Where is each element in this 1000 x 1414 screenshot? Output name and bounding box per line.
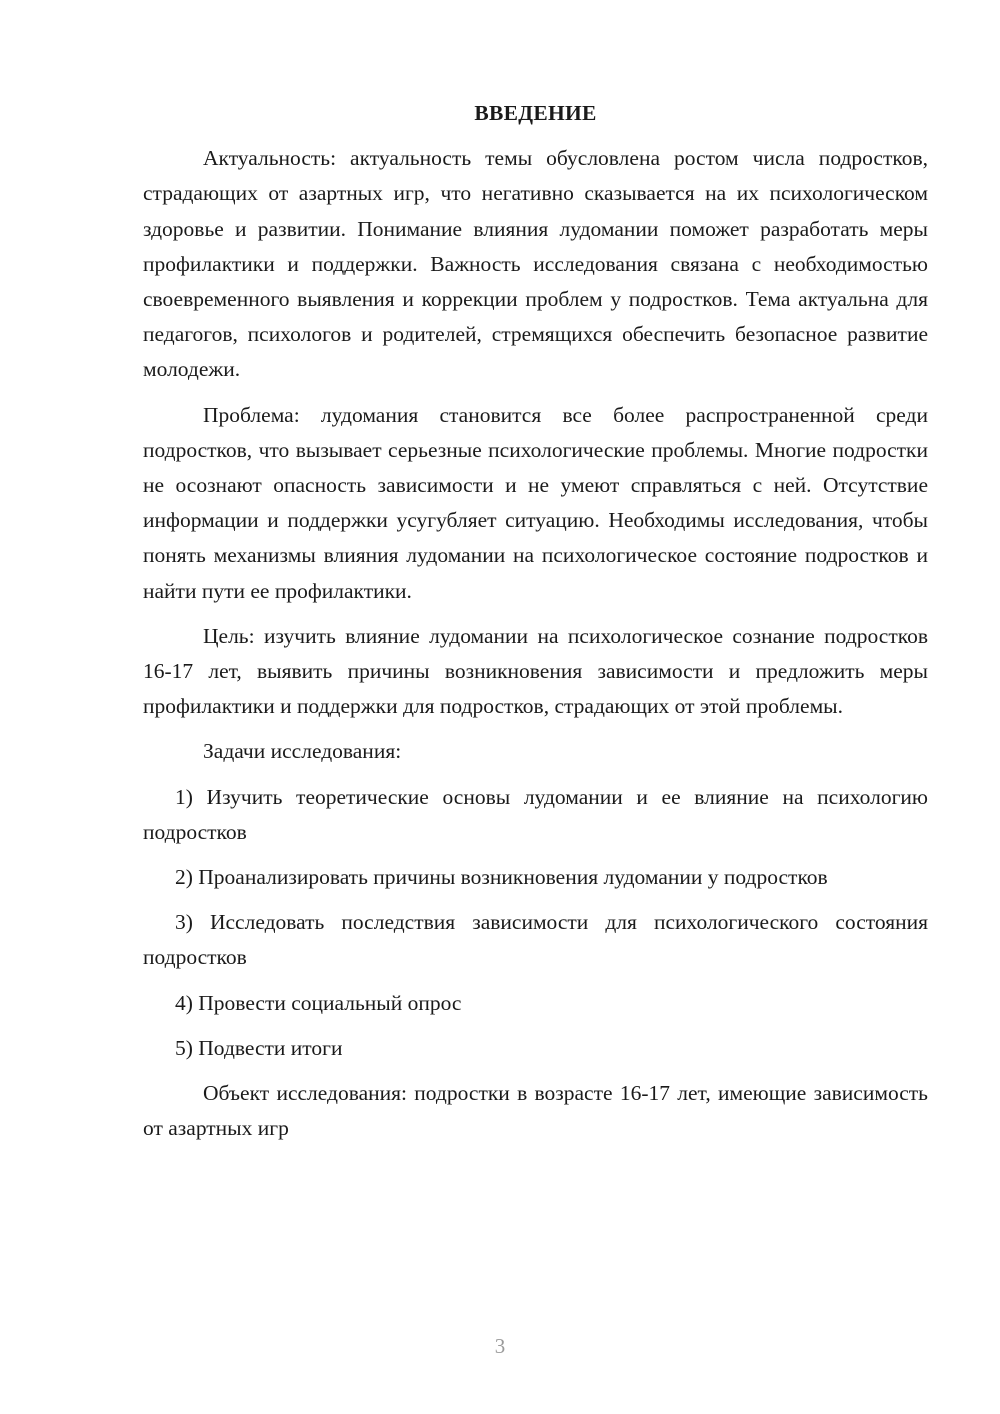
task-item-4: 4) Провести социальный опрос (175, 990, 462, 1015)
document-page (143, 96, 928, 1156)
tasks-heading: Задачи исследования: (203, 739, 402, 764)
task-item-3: 3) Исследовать последствия зависимости для психологического состояния подростков (143, 910, 928, 970)
page-title: ВВЕДЕНИЕ (474, 101, 597, 125)
relevance-paragraph: Актуальность: актуальность темы обусловлена ростом числа подростков, страдающих от азартных игр, что негативно сказывается на их психологическом здоровье и развитии. Понимание влияния лудомании поможет разработать меры профилактики и поддержки. Важность исследования связана с необходимостью своевременного выявления и коррекции проблем у подростков. Тема актуальна для педагогов, психологов и родителей, стремящихся обеспечить безопасное развитие молодежи. (143, 146, 928, 382)
task-item-5: 5) Подвести итоги (175, 1035, 343, 1060)
task-item-2: 2) Проанализировать причины возникновения лудомании у подростков (175, 865, 828, 890)
problem-paragraph: Проблема: лудомания становится все более распространенной среди подростков, что вызывает серьезные психологические проблемы. Многие подростки не осознают опасность зависимости и не умеют справляться с ней. Отсутствие информации и поддержки усугубляет ситуацию. Необходимы исследования, чтобы понять механизмы влияния лудомании на психологическое состояние подростков и найти пути ее профилактики. (143, 402, 928, 603)
goal-paragraph: Цель: изучить влияние лудомании на психологическое сознание подростков 16-17 лет, выявить причины возникновения зависимости и предложить меры профилактики и поддержки для подростков, страдающих от этой проблемы. (143, 623, 928, 719)
task-item-1: 1) Изучить теоретические основы лудомании и ее влияние на психологию подростков (143, 784, 928, 844)
page-number: 3 (494, 1334, 506, 1358)
object-paragraph: Объект исследования: подростки в возрасте 16-17 лет, имеющие зависимость от азартных игр (143, 1081, 928, 1141)
